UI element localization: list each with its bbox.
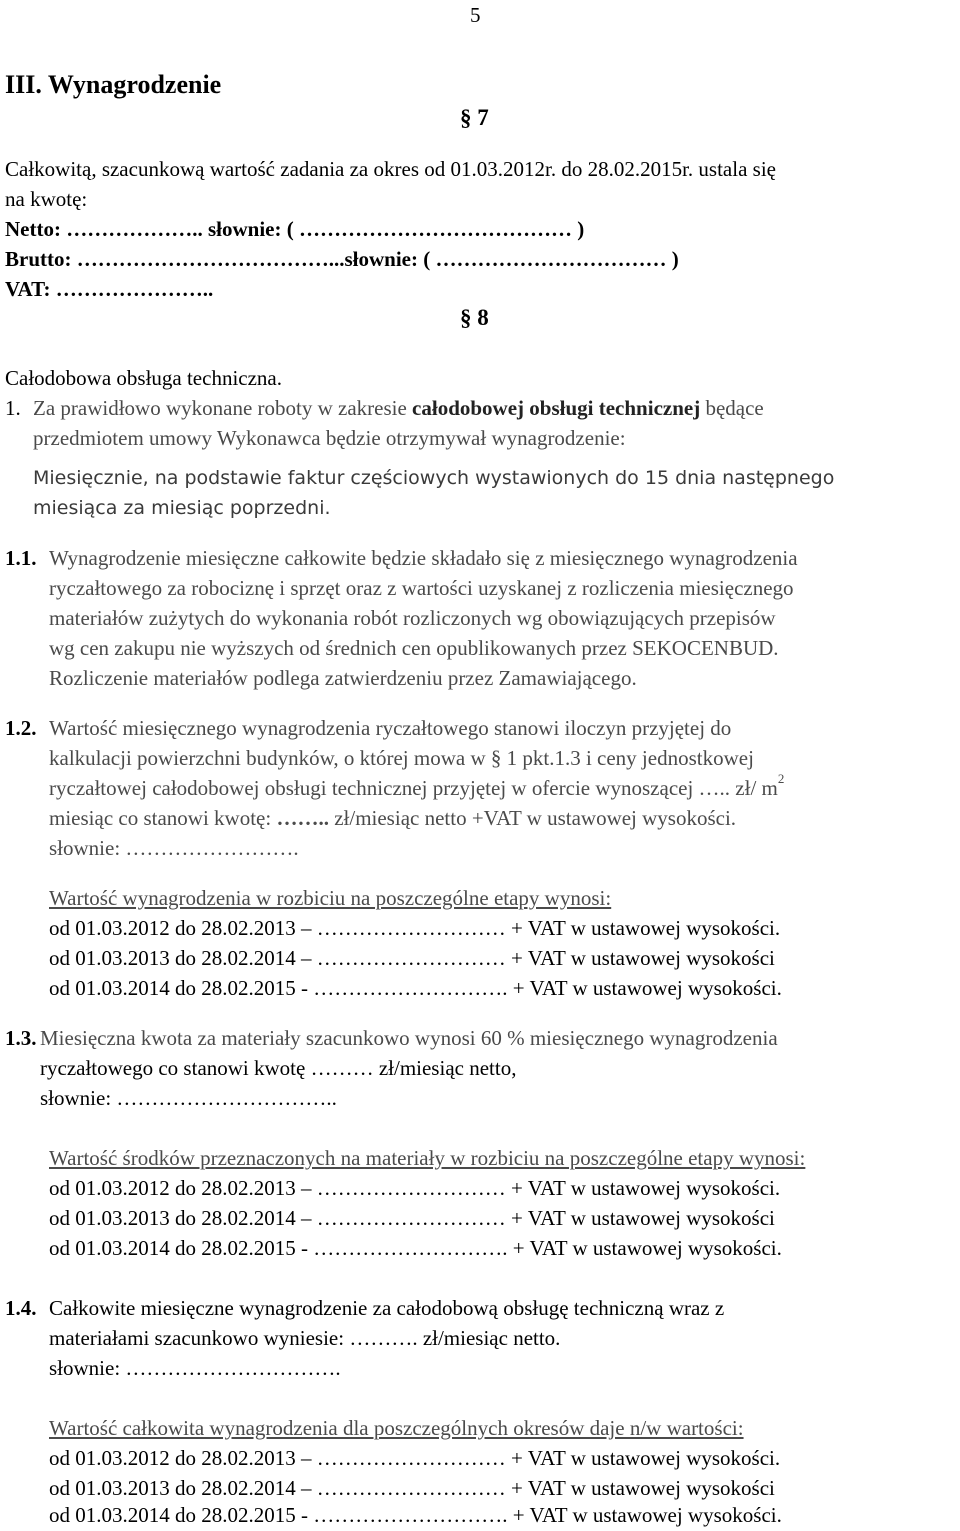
point-1-1-line-1: Wynagrodzenie miesięczne całkowite będzie składało się z miesięcznego wynagrodzenia — [49, 546, 798, 570]
point-1-3-line-2: ryczałtowego co stanowi kwotę ……… zł/miesiąc netto, — [40, 1056, 517, 1080]
point-1-2-line-3: ryczałtowej całodobowej obsługi technicznej przyjętej w ofercie wynoszącej ….. zł/ $m^2$ — [49, 771, 785, 800]
stage-table-3-row: od 01.03.2014 do 28.02.2015 - ………………………. + VAT w ustawowej wysokości. — [49, 1503, 782, 1527]
page-number: 5 — [470, 3, 481, 27]
point-1-3-line-1: Miesięczna kwota za materiały szacunkowo wynosi 60 % miesięcznego wynagrodzenia — [40, 1026, 778, 1050]
point-1-2-line-4: miesiąc co stanowi kwotę: …….. zł/miesiąc netto +VAT w ustawowej wysokości. — [49, 806, 737, 830]
point-1-line-4: miesiąca za miesiąc poprzedni. — [33, 497, 331, 519]
stage-table-2-row: od 01.03.2012 do 28.02.2013 – ……………………… + VAT w ustawowej wysokości. — [49, 1176, 781, 1200]
point-1-1-line-3: materiałów zużytych do wykonania robót rozliczonych wg obowiązujących przepisów — [49, 606, 776, 630]
stage-table-3-row: od 01.03.2013 do 28.02.2014 – ……………………… + VAT w ustawowej wysokości — [49, 1476, 775, 1500]
stage-table-3-title: Wartość całkowita wynagrodzenia dla poszczególnych okresów daje n/w wartości: — [49, 1416, 744, 1440]
point-1-2-line-1: Wartość miesięcznego wynagrodzenia ryczałtowego stanowi iloczyn przyjętej do — [49, 716, 732, 740]
point-1-number: 1. — [5, 396, 21, 420]
paragraph-7-mark: § 7 — [460, 105, 489, 130]
point-1-line-2: przedmiotem umowy Wykonawca będzie otrzymywał wynagrodzenie: — [33, 426, 626, 450]
total-value-line-2: na kwotę: — [5, 187, 88, 211]
paragraph-8-mark: § 8 — [460, 305, 489, 330]
point-1-2-number: 1.2. — [5, 716, 37, 740]
stage-table-2-title: Wartość środków przeznaczonych na materiały w rozbiciu na poszczególne etapy wynosi: — [49, 1146, 806, 1170]
point-1-4-line-2: materiałami szacunkowo wyniesie: ………. zł/miesiąc netto. — [49, 1326, 561, 1350]
stage-table-2-row: od 01.03.2013 do 28.02.2014 – ……………………… + VAT w ustawowej wysokości — [49, 1206, 775, 1230]
point-1-1-line-4: wg cen zakupu nie wyższych od średnich cen opublikowanych przez SEKOCENBUD. — [49, 636, 779, 660]
total-value-line-1: Całkowitą, szacunkową wartość zadania za okres od 01.03.2012r. do 28.02.2015r. ustala się — [5, 157, 776, 181]
point-1-1-line-5: Rozliczenie materiałów podlega zatwierdzeniu przez Zamawiającego. — [49, 666, 637, 690]
point-1-4-line-3: słownie: …………………………. — [49, 1356, 341, 1380]
point-1-1-line-2: ryczałtowego za robociznę i sprzęt oraz z wartości uzyskanej z rozliczenia miesięcznego — [49, 576, 794, 600]
paragraph-8-heading: Całodobowa obsługa techniczna. — [5, 366, 282, 390]
point-1-line-3: Miesięcznie, na podstawie faktur częściowych wystawionych do 15 dnia następnego — [33, 467, 835, 489]
point-1-4-number: 1.4. — [5, 1296, 37, 1320]
stage-table-1-title: Wartość wynagrodzenia w rozbiciu na poszczególne etapy wynosi: — [49, 886, 612, 910]
stage-table-1-row: od 01.03.2013 do 28.02.2014 – ……………………… + VAT w ustawowej wysokości — [49, 946, 775, 970]
point-1-2-line-2: kalkulacji powierzchni budynków, o której mowa w § 1 pkt.1.3 i ceny jednostkowej — [49, 746, 754, 770]
section-title: III. Wynagrodzenie — [5, 70, 222, 99]
brutto-line: Brutto: ………………………………...słownie: ( …………………………… ) — [5, 247, 679, 271]
point-1-3-number: 1.3. — [5, 1026, 37, 1050]
point-1-4-line-1: Całkowite miesięczne wynagrodzenie za całodobową obsługę techniczną wraz z — [49, 1296, 725, 1320]
stage-table-3-row: od 01.03.2012 do 28.02.2013 – ……………………… + VAT w ustawowej wysokości. — [49, 1446, 781, 1470]
stage-table-1-row: od 01.03.2012 do 28.02.2013 – ……………………… + VAT w ustawowej wysokości. — [49, 916, 781, 940]
netto-line: Netto: ……………….. słownie: ( ………………………………… ) — [5, 217, 585, 241]
stage-table-2-row: od 01.03.2014 do 28.02.2015 - ………………………. + VAT w ustawowej wysokości. — [49, 1236, 782, 1260]
point-1-3-line-3: słownie: ………………………….. — [40, 1086, 337, 1110]
point-1-1-number: 1.1. — [5, 546, 37, 570]
vat-line: VAT: ………………….. — [5, 277, 214, 301]
stage-table-1-row: od 01.03.2014 do 28.02.2015 - ………………………. + VAT w ustawowej wysokości. — [49, 976, 782, 1000]
point-1-line-1: Za prawidłowo wykonane roboty w zakresie całodobowej obsługi technicznej będące — [33, 396, 764, 420]
point-1-2-line-5: słownie: ……………………. — [49, 836, 299, 860]
